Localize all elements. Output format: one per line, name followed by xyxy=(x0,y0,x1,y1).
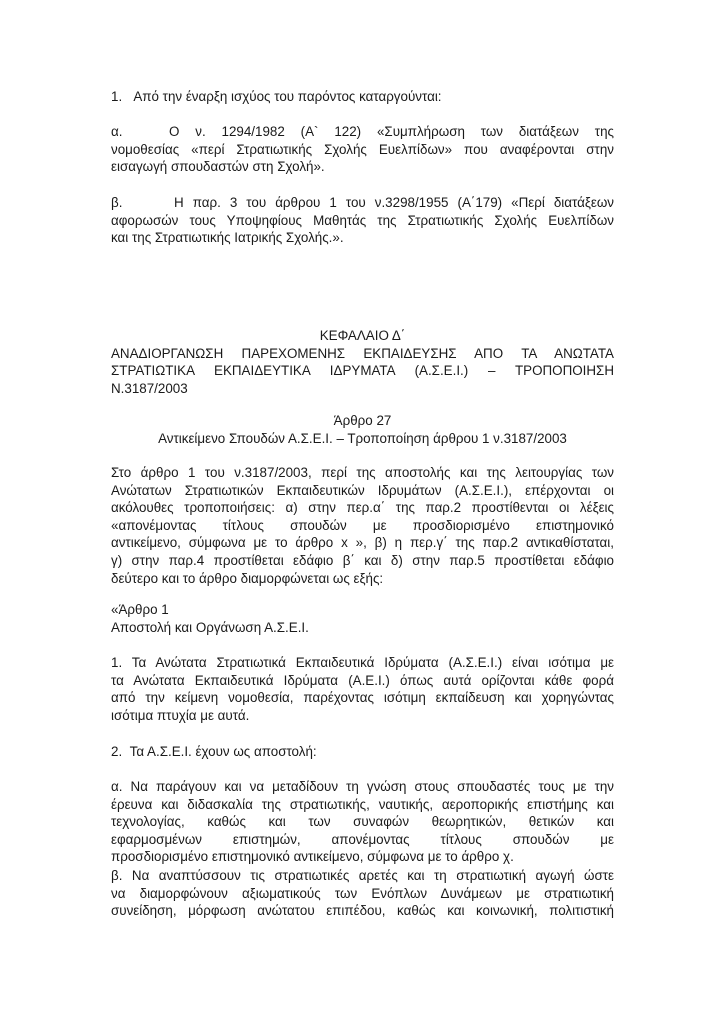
article-heading-block xyxy=(111,412,614,447)
paragraph-line: έρευνα και διδασκαλία της στρατιωτικής, ναυτικής, αεροπορικής επιστήμης και xyxy=(111,796,614,812)
chapter-heading-block xyxy=(111,327,614,397)
article-body-line: ακόλουθες τροποποιήσεις: α) στην περ.α΄ της παρ.2 προστίθενται οι λέξεις xyxy=(111,500,614,516)
chapter-title-line: ΣΤΡΑΤΙΩΤΙΚΑ ΕΚΠΑΙΔΕΥΤΙΚΑ ΙΔΡΥΜΑΤΑ (Α.Σ.Ε.Ι.) – ΤΡΟΠΟΠΟΙΗΣΗ xyxy=(111,363,614,379)
article-body xyxy=(111,464,614,587)
paragraph-line: τα Ανώτατα Εκπαιδευτικά Ιδρύματα (Α.Ε.Ι.) όπως αυτά ορίζονται κάθε φορά xyxy=(111,672,614,688)
chapter-title-line: ΑΝΑΔΙΟΡΓΑΝΩΣΗ ΠΑΡΕΧΟΜΕΝΗΣ ΕΚΠΑΙΔΕΥΣΗΣ ΑΠΟ ΤΑ ΑΝΩΤΑΤΑ xyxy=(111,345,614,361)
paragraph-line: από την κείμενη νομοθεσία, παρέχοντας ισότιμη εκπαίδευση και χορηγώντας xyxy=(111,690,614,706)
paragraph-2a xyxy=(111,778,614,866)
item-a-line: νομοθεσίας «περί Στρατιωτικής Σχολής Ευελπίδων» που αναφέρονται στην xyxy=(111,141,614,157)
article-body-line: Ανώτατων Στρατιωτικών Εκπαιδευτικών Ιδρυμάτων (Α.Σ.Ε.Ι.), επέρχονται οι xyxy=(111,482,614,498)
paragraph-line: 1. Τα Ανώτατα Στρατιωτικά Εκπαιδευτικά Ιδρύματα (Α.Σ.Ε.Ι.) είναι ισότιμα με xyxy=(111,655,614,670)
article-body-line: γ) στην παρ.4 προστίθεται εδάφιο β΄ και δ) στην παρ.5 προστίθεται εδάφιο xyxy=(111,552,614,568)
item-b-marker: β. xyxy=(111,195,123,210)
paragraph-line: ισότιμα πτυχία με αυτά. xyxy=(111,707,250,723)
repeal-item-b xyxy=(111,194,614,247)
paragraph-1 xyxy=(111,654,614,724)
chapter-title-line: Ν.3187/2003 xyxy=(111,380,188,396)
item-b-line: αφορωσών τους Υποψηφίους Μαθητάς της Στρατιωτικής Σχολής Ευελπίδων xyxy=(111,212,614,228)
paragraph-line: β. Να αναπτύσσουν τις στρατιωτικές αρετές και τη στρατιωτική αγωγή ώστε xyxy=(111,868,614,883)
quoted-article-heading xyxy=(111,601,614,636)
item-a-marker: α. xyxy=(111,124,123,139)
paragraph-2b xyxy=(111,867,614,920)
article-number: Άρθρο 27 xyxy=(333,413,392,428)
quoted-article-number: «Άρθρο 1 xyxy=(111,602,169,617)
paragraph-line: εφαρμοσμένων επιστημών, απονέμοντας τίτλους σπουδών με xyxy=(111,831,614,847)
repeal-intro: 1. Από την έναρξη ισχύος του παρόντος καταργούνται: xyxy=(111,89,442,104)
repeal-item-a xyxy=(111,123,614,176)
paragraph-line: να διαμορφώνουν αξιωματικούς των Ενόπλων Δυνάμεων με στρατιωτική xyxy=(111,885,614,901)
article-body-line: δεύτερο και το άρθρο διαμορφώνεται ως εξής: xyxy=(111,570,384,586)
paragraph-2: 2. Τα Α.Σ.Ε.Ι. έχουν ως αποστολή: xyxy=(111,744,317,759)
item-a-line: Ο ν. 1294/1982 (Α` 122) «Συμπλήρωση των διατάξεων της xyxy=(169,124,614,139)
paragraph-line: συνείδηση, μόρφωση ανώτατου επιπέδου, καθώς και κοινωνική, πολιτιστική xyxy=(111,903,614,919)
article-body-line: Στο άρθρο 1 του ν.3187/2003, περί της αποστολής και της λειτουργίας των xyxy=(111,465,614,480)
paragraph-line: α. Να παράγουν και να μεταδίδουν τη γνώση στους σπουδαστές τους με την xyxy=(111,779,614,794)
quoted-article-title: Αποστολή και Οργάνωση Α.Σ.Ε.Ι. xyxy=(111,619,309,635)
article-body-line: «απονέμοντας τίτλους σπουδών με προσδιορισμένο επιστημονικό xyxy=(111,517,614,533)
item-b-line: και της Στρατιωτικής Ιατρικής Σχολής.». xyxy=(111,230,344,246)
paragraph-line: προσδιορισμένο επιστημονικό αντικείμενο, σύμφωνα με το άρθρο χ. xyxy=(111,849,514,865)
item-b-line: Η παρ. 3 του άρθρου 1 του ν.3298/1955 (Α΄179) «Περί διατάξεων xyxy=(174,195,614,210)
article-body-line: αντικείμενο, σύμφωνα με το άρθρο x », β) η περ.γ΄ της παρ.2 αντικαθίσταται, xyxy=(111,535,614,551)
item-a-line: εισαγωγή σπουδαστών στη Σχολή». xyxy=(111,159,325,175)
chapter-heading: ΚΕΦΑΛΑΙΟ Δ΄ xyxy=(319,328,406,343)
article-title: Αντικείμενο Σπουδών Α.Σ.Ε.Ι. – Τροποποίηση άρθρου 1 ν.3187/2003 xyxy=(158,430,567,446)
paragraph-line: τεχνολογίας, καθώς και των συναφών θεωρητικών, θετικών και xyxy=(111,814,614,830)
